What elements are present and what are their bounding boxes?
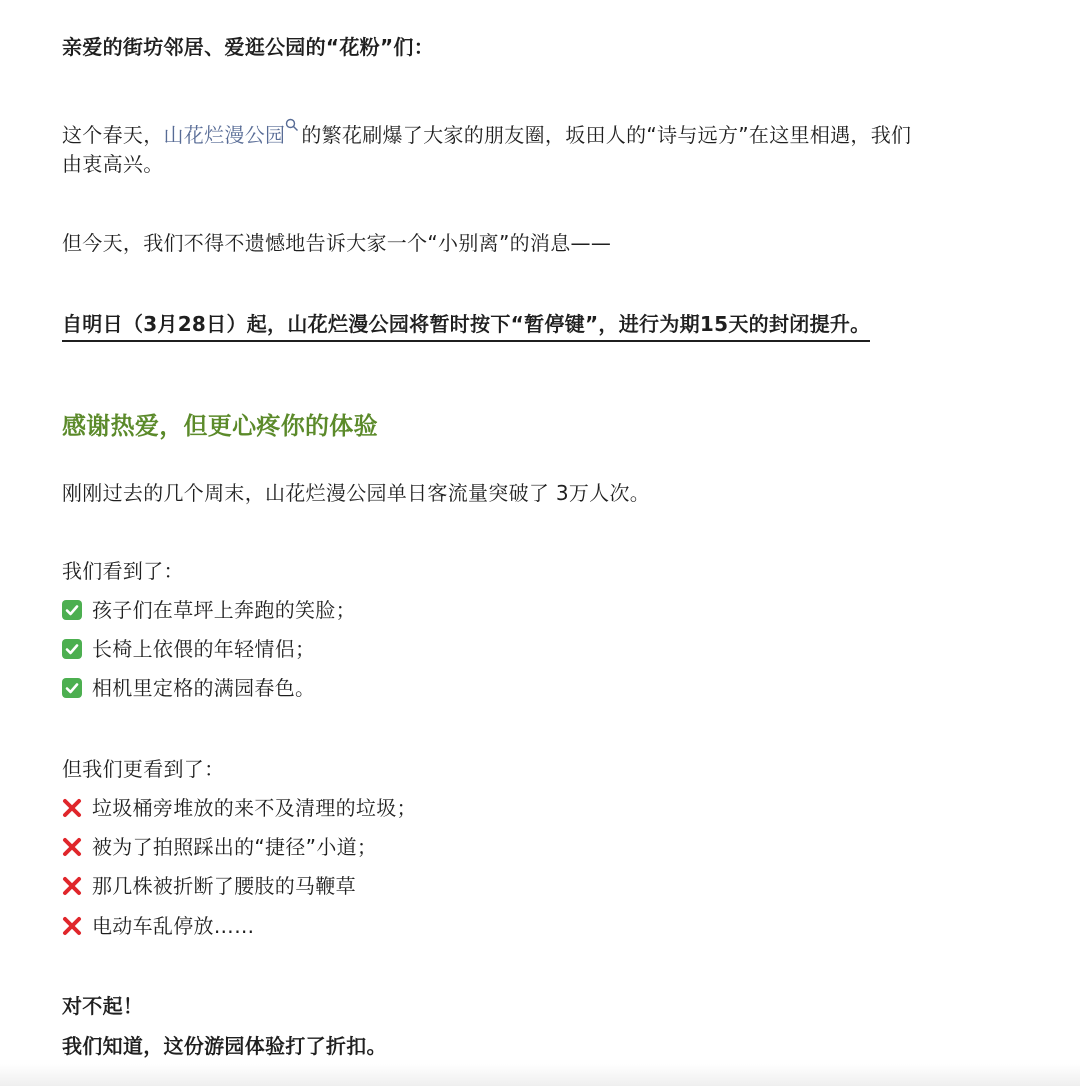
search-icon[interactable] [285,111,299,125]
apology-line2: 我们知道，这份游园体验打了折扣。 [62,1034,387,1058]
negatives-lead: 但我们更看到了： [62,757,225,781]
positive-item [62,674,315,702]
bottom-scroll-shadow [0,1064,1080,1086]
positive-item-text: 孩子们在草坪上奔跑的笑脸； [92,598,356,622]
apology-line1: 对不起！ [62,994,144,1018]
negative-item [62,833,377,861]
greeting: 亲爱的街坊邻居、爱逛公园的“花粉”们： [62,35,434,59]
cross-mark-icon [62,916,82,936]
negative-item-text: 垃圾桶旁堆放的来不及清理的垃圾； [92,796,417,820]
check-mark-icon [62,639,82,659]
news-lead: 但今天，我们不得不遗憾地告诉大家一个“小别离”的消息—— [62,231,612,255]
negative-item [62,872,356,900]
positives-lead: 我们看到了： [62,559,184,583]
positive-item-text: 长椅上依偎的年轻情侣； [92,637,316,661]
intro-text-before-link: 这个春天， [62,123,164,147]
cross-mark-icon [62,798,82,818]
negative-item [62,912,254,940]
positive-item [62,635,315,663]
negative-item-text: 那几株被折断了腰肢的马鞭草 [92,874,356,898]
intro-text-after-link: 的繁花刷爆了大家的朋友圈，坂田人的“诗与远方”在这里相遇，我们 [301,123,912,147]
park-link-label: 山花烂漫公园 [163,123,286,147]
check-mark-icon [62,678,82,698]
section-heading: 感谢热爱，但更心疼你的体验 [62,412,378,440]
closure-announcement-text: 自明日（3月28日）起，山花烂漫公园将暂时按下“暂停键”，进行为期15天的封闭提升。 [62,312,870,342]
negative-item-text: 被为了拍照踩出的“捷径”小道； [92,835,378,859]
closure-announcement [62,310,870,338]
positive-item [62,596,356,624]
intro-paragraph-line1 [62,111,911,149]
park-search-link[interactable] [164,123,302,147]
positive-item-text: 相机里定格的满园春色。 [92,676,316,700]
intro-paragraph-line2: 由衷高兴。 [62,152,164,176]
visitor-stat: 刚刚过去的几个周末，山花烂漫公园单日客流量突破了 3万人次。 [62,481,651,505]
cross-mark-icon [62,837,82,857]
negative-item-text: 电动车乱停放…… [92,914,255,938]
cross-mark-icon [62,876,82,896]
check-mark-icon [62,600,82,620]
negative-item [62,794,417,822]
